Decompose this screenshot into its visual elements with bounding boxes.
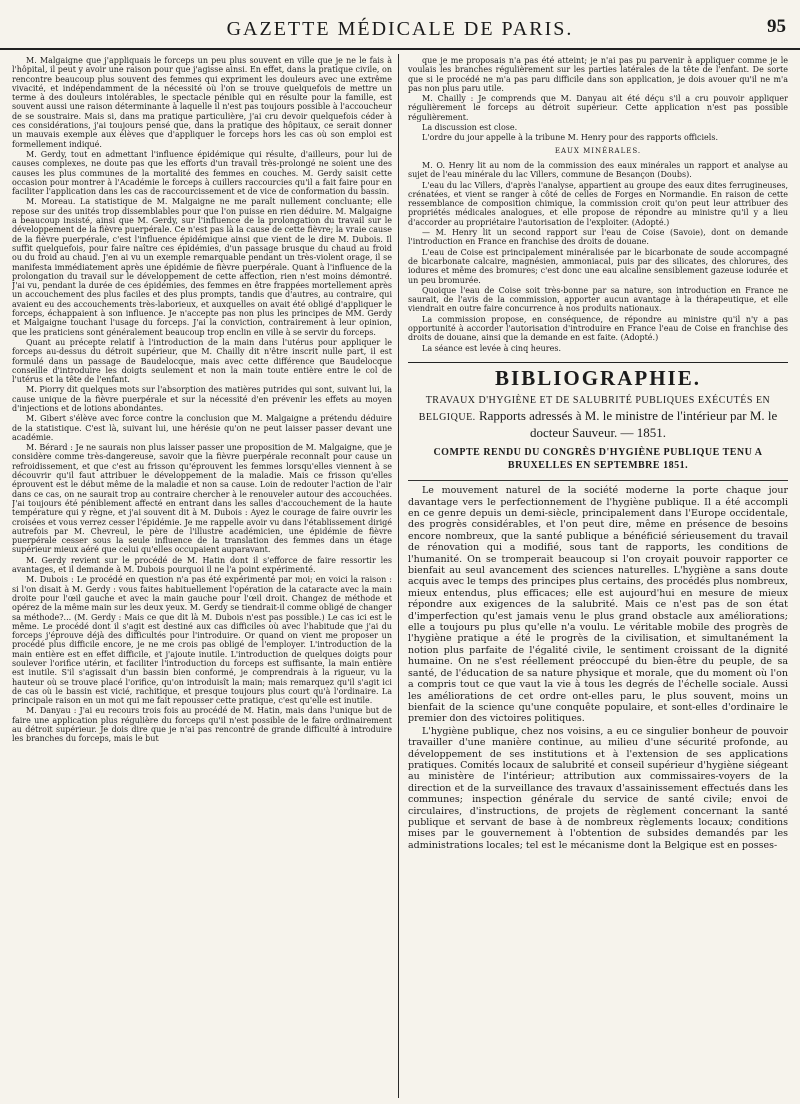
paragraph: Quant au précepte relatif à l'introduction de la main dans l'utérus pour appliquer le forceps au-dessus du détroit supérieur, que M. Chailly dit n'être inscrit nulle part, il est formulé dans un passage de Baudelocque, mais avec cette différence que Baudelocque conseille d'introduire les doigts seulement et non la main toute entière entre le col de l'utérus et la tête de l'enfant. [12, 337, 392, 385]
compte-rendu-title: COMPTE RENDU DU CONGRÈS D'HYGIÈNE PUBLIQUE TENU A BRUXELLES EN SEPTEMBRE 1851. [433, 447, 763, 472]
paragraph: M. Malgaigne que j'appliquais le forceps un peu plus souvent en ville que je ne le fais à l'hôpital, il peut y avoir une raison pour que j'agisse ainsi. En effet, dans la pratique civile, on rencontre beaucoup plus souvent des femmes qui expriment les douleurs avec une extrême vivacité, et indépendamment de la nécessité où l'on se trouve quelquefois de mettre un terme à des douleurs intolérables, le spectacle pénible qui en résulte pour la famille, est souvent aussi une raison déterminante à laquelle il n'est pas toujours possible à l'accoucheur de se soustraire. Mais si, dans ma pratique particulière, j'ai cru devoir quelquefois céder à ces considérations, j'ai toujours pensé que, dans la pratique des hôpitaux, ce serait donner un mauvais exemple aux élèves que d'appliquer le forceps hors les cas où son emploi est formellement indiqué. [12, 56, 392, 149]
page-header [0, 0, 800, 50]
paragraph: M. Danyau : J'ai eu recours trois fois au procédé de M. Hatin, mais dans l'unique but de faire une application plus régulière du forceps qu'il n'est possible de le faire ordinairement au détroit supérieur. Je dois dire que je n'ai pas rencontré de grande difficulté à introduire les branches du forceps, mais le but [12, 706, 392, 744]
paragraph: M. Bérard : Je ne saurais non plus laisser passer une proposition de M. Malgaigne, que je considère comme très-dangereuse, savoir que la fièvre puerpérale reconnaît pour cause un refroidissement, et que c'est au frisson qu'éprouvent les femmes lorsqu'elles viennent à se découvrir qu'il faut attribuer le développement de la maladie. Mais ce frisson qu'elles éprouvent est le début même de la maladie et non sa cause. Loin de redouter l'action de l'air dans ce cas, on ne saurait trop au contraire chercher à le renouveler autour des accouchées. J'ai toujours été péniblement affecté en entrant dans les salles d'accouchement de la haute température qui y règne, et j'ai souvent dit à M. Dubois : Ayez le courage de faire ouvrir les croisées et vous verrez cesser l'épidémie. Je me rappelle avoir vu dans l'établissement dirigé autrefois par M. Chevreul, le père de l'illustre académicien, une épidémie de fièvre puerpérale cesser sous la seule influence de la translation des femmes dans un étage supérieur mieux aéré que celui qu'elles occupaient auparavant. [12, 443, 392, 555]
column-divider [398, 54, 399, 1098]
paragraph: Quoique l'eau de Coise soit très-bonne par sa nature, son introduction en France ne saurait, de l'avis de la commission, apporter aucun avantage à la thérapeutique, et elle viendrait en outre faire concurrence à nos produits nationaux. [408, 285, 788, 314]
paragraph: L'hygiène publique, chez nos voisins, a eu ce singulier bonheur de pouvoir travailler d'une manière continue, au milieu d'une sécurité profonde, au développement de ses institutions et à l'extension de ses applications pratiques. Comités locaux de salubrité et conseil supérieur d'hygiène siégeant au ministère de l'intérieur; attribution aux commissaires-voyers de la direction et de la surveillance des travaux d'assainissement effectués dans les communes; inspection générale du service de santé civile; envoi de circulaires, d'instructions, de projets de règlement concernant la santé publique et servant de base à de nombreux règlements locaux; conditions mises par le gouvernement à l'obtention de subsides demandés par les administrations locales; tel est le mécanisme dont la Belgique est en posses- [408, 725, 788, 851]
section-rule [408, 359, 788, 366]
paragraph: M. O. Henry lit au nom de la commission des eaux minérales un rapport et analyse au sujet de l'eau minérale du lac Villers, commune de Besançon (Doubs). [408, 160, 788, 180]
page-number: 95 [767, 16, 786, 37]
paragraph: M. Gibert s'élève avec force contre la conclusion que M. Malgaigne a prétendu déduire de la statistique. C'est là, suivant lui, une hérésie qu'on ne peut laisser passer devant une académie. [12, 414, 392, 442]
right-column [408, 56, 788, 1096]
work-subtitle: Rapports adressés à M. le ministre de l'intérieur par M. le docteur Sauveur. — 1851. [478, 408, 778, 441]
paragraph: M. Chailly : Je comprends que M. Danyau ait été déçu s'il a cru pouvoir appliquer régulièrement le forceps au détroit supérieur. Cette application n'est pas possible régulièrement. [408, 94, 788, 122]
reviewed-work-title [408, 391, 788, 440]
paragraph: — M. Henry lit un second rapport sur l'eau de Coise (Savoie), dont on demande l'introduction en France en franchise des droits de douane. [408, 228, 788, 247]
paragraph: M. Gerdy, tout en admettant l'influence épidémique qui résulte, d'ailleurs, pour lui de causes complexes, ne doute pas que les efforts d'un travail très-prolongé ne soient une des causes les plus communes de la mortalité des femmes en couches. M. Gerdy saisit cette occasion pour montrer à l'Académie le forceps à cuillers raccourcies qu'il a fait faire pour en faciliter l'application dans les cas de raccourcissement et de vice de conformation du bassin. [12, 149, 392, 197]
paragraph: M. Moreau. La statistique de M. Malgaigne ne me paraît nullement concluante; elle repose sur des unités trop dissemblables pour que l'on puisse en rien déduire. M. Malgaigne a beaucoup insisté, ainsi que M. Gerdy, sur l'influence de la prolongation du travail sur le développement de la fièvre puerpérale. Ce n'est pas là la cause de cette fièvre; la vraie cause de la fièvre puerpérale, c'est l'influence épidémique ainsi que vient de le dire M. Dubois. Il suffit quelquefois, pour faire naître ces épidémies, d'un passage brusque du chaud au froid ou du froid au chaud. J'en ai vu un exemple remarquable pendant un très-violent orage, il se manifesta immédiatement après une épidémie de fièvre puerpérale. Quant à l'influence de la prolongation du travail sur le développement de cette affection, rien n'est moins démontré. J'ai vu, pendant la durée de ces épidémies, des femmes en être frappées mortellement après un accouchement des plus faciles et des plus prompts, tandis que d'autres, au contraire, qui avaient eu des accouchements très-laborieux, et auxquelles on avait été obligé d'appliquer le forceps, échappaient à son influence. Je n'accepte pas non plus les principes de MM. Gerdy et Malgaigne touchant l'usage du forceps. J'ai la conviction, contrairement à leur opinion, que les praticiens sont généralement beaucoup trop enclin en ville à se servir du forceps. [12, 197, 392, 337]
paragraph: L'eau du lac Villers, d'après l'analyse, appartient au groupe des eaux dites ferrugineuses, crénatées, et vient se ranger à côté de celles de Forges en Normandie. En raison de cette ressemblance de composition chimique, la commission croit qu'on peut leur attribuer des propriétés médicales analogues, et elle propose de répondre au ministre qu'il y a lieu d'accorder au propriétaire l'autorisation de l'exploiter. (Adopté.) [408, 180, 788, 227]
paragraph: L'ordre du jour appelle à la tribune M. Henry pour des rapports officiels. [422, 133, 718, 143]
paragraph: Le mouvement naturel de la société moderne la porte chaque jour davantage vers le perfectionnement de l'hygiène publique. Il a été accompli en ce genre depuis un demi-siècle, principalement dans l'Europe occidentale, des progrès considérables, et l'on peut dire, même en présence de besoins encore nombreux, que la santé publique a bénéficié sérieusement du travail de rénovation qui a modifié, sous tant de rapports, les conditions de l'humanité. On se tromperait beaucoup si l'on croyait pouvoir rapporter ce bienfait au seul avancement des sciences naturelles. L'hygiène a sans doute acquis avec le temps des principes plus certains, des procédés plus nombreux, mieux entendus, plus efficaces; elle est aujourd'hui en mesure de mieux répondre aux exigences de la salubrité. Mais ce n'est pas de son état d'imperfection qu'est jamais venu le plus grand obstacle aux améliorations; elle a toujours pu plus qu'elle n'a voulu. Le véritable mobile des progrès de l'hygiène pratique a été le progrès de la civilisation, et simultanément la notion plus parfaite de l'égalité civile, le sentiment croissant de la dignité humaine. On ne s'est réellement préoccupé du bien-être du peuple, de sa santé, de l'éducation de sa nature physique et morale, que du moment où l'on a compris tout ce que vaut la vie à tous les degrés de l'échelle sociale. Aussi les améliorations de cet ordre ont-elles paru, le plus souvent, moins un bienfait de la science qu'une conquête populaire, et sont-elles d'ordinaire le premier don des victoires politiques. [408, 485, 788, 725]
paragraph: La séance est levée à cinq heures. [422, 343, 561, 353]
paragraph: M. Dubois : Le procédé en question n'a pas été expérimenté par moi; en voici la raison : si l'on disait à M. Gerdy : vous faites habituellement l'opération de la cataracte avec la main droite pour l'œil gauche et avec la main gauche pour l'œil droit. Changez de méthode et opérez de la même main sur les deux yeux. M. Gerdy se tiendrait-il comme obligé de changer sa méthode?... (M. Gerdy : Mais ce que dit là M. Dubois n'est pas possible.) Le cas ici est le même. Le procédé dont il s'agit est destiné aux cas difficiles où avec l'habitude que j'ai du forceps j'éprouve déjà des difficultés pour l'introduire. Or quand on vient me proposer un procédé plus difficile encore, je ne me crois pas obligé de l'employer. L'introduction de la main entière est en effet difficile, et j'ajoute inutile. L'introduction de quelques doigts pour soulever l'orifice utérin, et faciliter l'introduction du forceps est suffisante, la main entière est inutile. S'il s'agissait d'un bassin bien conformé, je comprendrais à la rigueur, vu la hauteur où se trouve placé l'orifice, qu'on introduisît la main; mais remarquez qu'il s'agit ici de cas où le bassin est vicié, rachitique, et presque toujours plus court qu'à l'ordinaire. La principale raison en un mot qui me fait repousser cette pratique, c'est qu'elle est inutile. [12, 575, 392, 706]
paragraph: M. Piorry dit quelques mots sur l'absorption des matières putrides qui sont, suivant lui, la cause unique de la fièvre puerpérale et sur la nécessité d'en prévenir les effets au moyen d'injections et de lotions abondantes. [12, 385, 392, 413]
separator-rule [408, 480, 788, 481]
paragraph: La commission propose, en conséquence, de répondre au ministre qu'il n'y a pas opportunité à accorder l'autorisation d'introduire en France l'eau de Coise en franchise des droits de douane, ainsi que la demande en est faite. (Adopté.) [408, 314, 788, 343]
paragraph: L'eau de Coise est principalement minéralisée par le bicarbonate de soude accompagné de bicarbonate calcaire, magnésien, ammoniacal, puis par des silicates, des chlorures, des iodures et même des bromures; c'est donc une eau alcaline sensiblement gazeuse iodurée et un peu bromurée. [408, 247, 788, 285]
paragraph: que je me proposais n'a pas été atteint; je n'ai pas pu parvenir à appliquer comme je le voulais les branches régulièrement sur les parties latérales de la tête de l'enfant. De sorte que si le procédé ne m'a pas paru difficile dans son application, je dois avouer qu'il ne m'a pas non plus paru utile. [408, 56, 788, 93]
journal-title: GAZETTE MÉDICALE DE PARIS. [226, 18, 574, 40]
work-caps-title: TRAVAUX D'HYGIÈNE ET DE SALUBRITÉ PUBLIQUES EXÉCUTÉS EN BELGIQUE. [418, 395, 771, 424]
left-column [12, 56, 392, 1096]
paragraph: La discussion est close. [422, 123, 518, 133]
bibliography-heading: BIBLIOGRAPHIE. [495, 365, 701, 390]
section-heading-eaux: EAUX MINÉRALES. [554, 146, 642, 155]
paragraph: M. Gerdy revient sur le procédé de M. Hatin dont il s'efforce de faire ressortir les avantages, et il demande à M. Dubois pourquoi il ne l'a point expérimenté. [12, 555, 392, 575]
